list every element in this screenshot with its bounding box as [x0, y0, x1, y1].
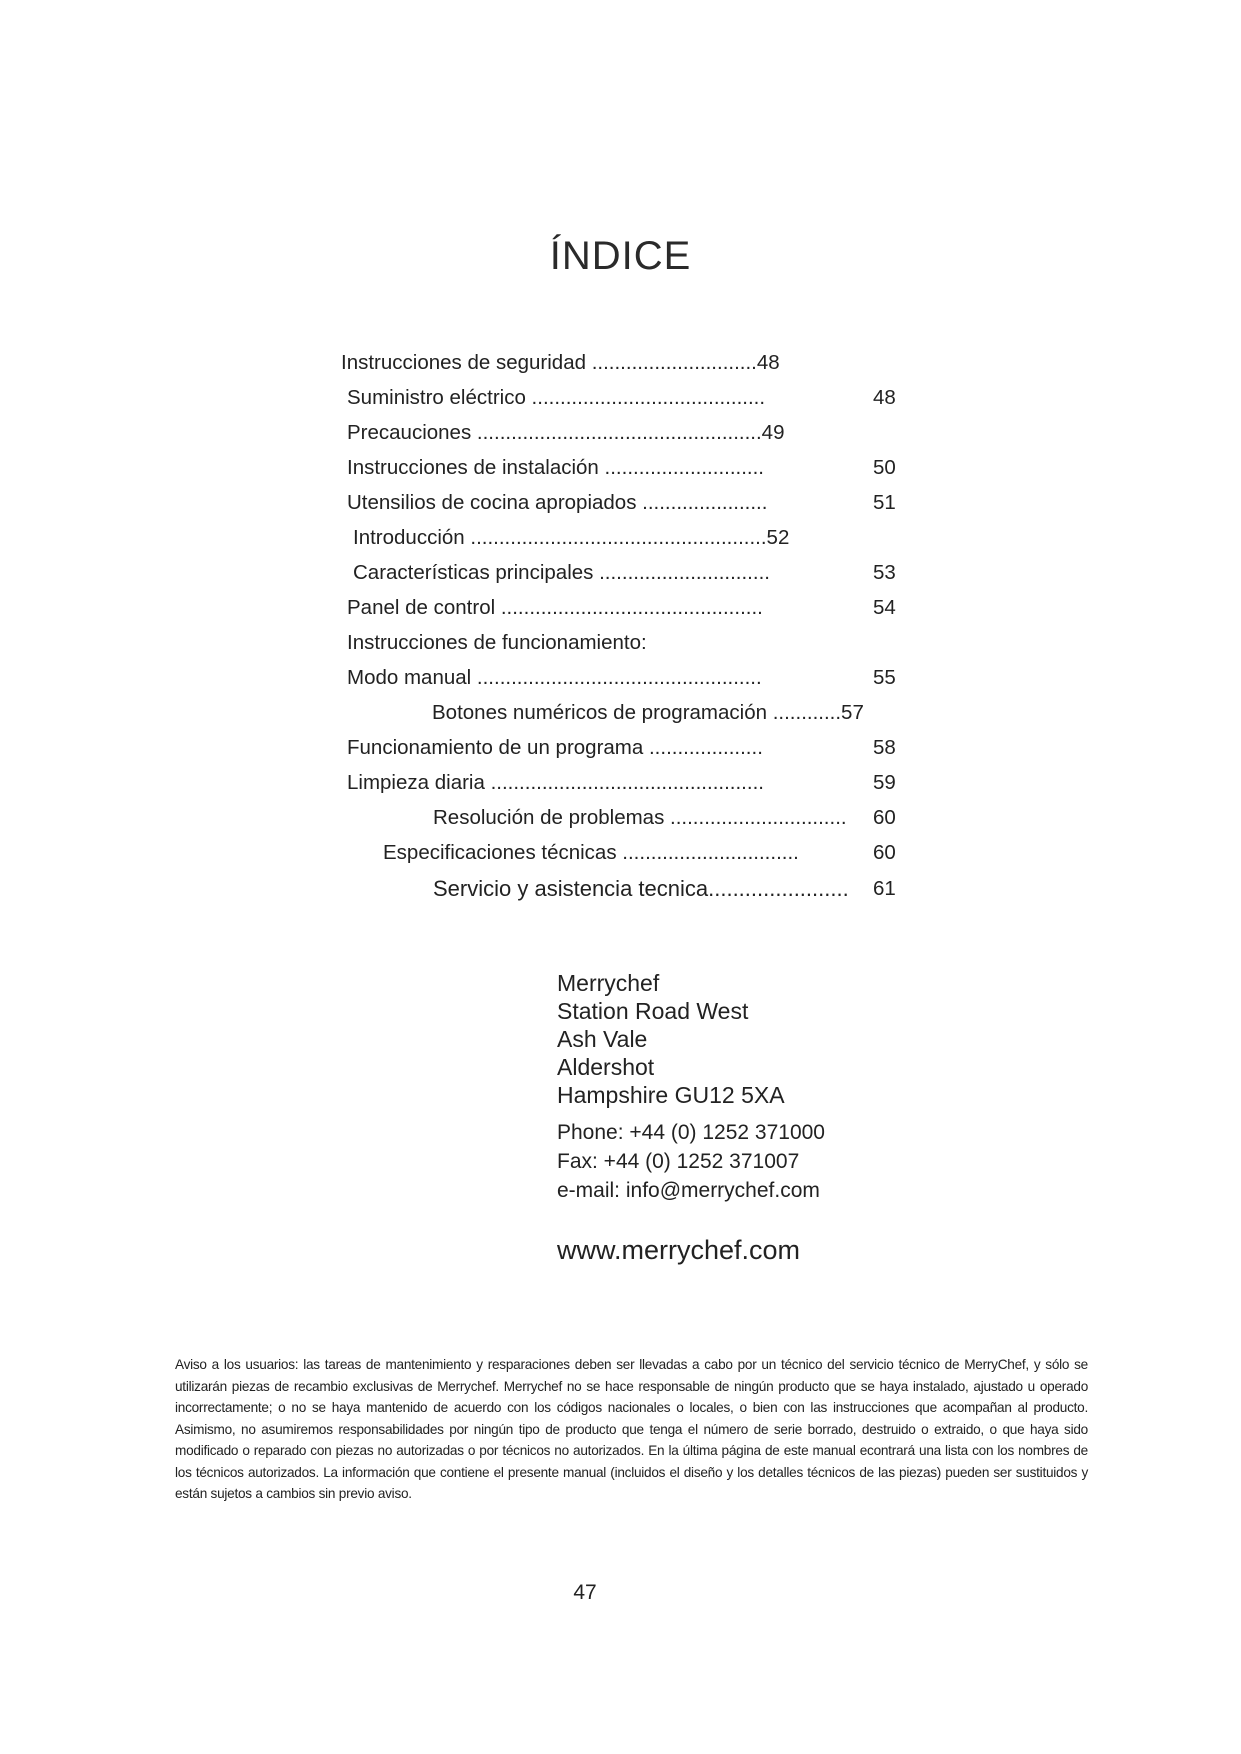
toc-entry: Utensilios de cocina apropiados ......................: [347, 491, 768, 514]
toc-page-number: 59: [873, 771, 896, 794]
toc-page-number: 55: [873, 666, 896, 689]
toc-entry: Introducción ....................................................52: [353, 526, 790, 549]
toc-page-number: 61: [873, 877, 896, 900]
toc-entry: Botones numéricos de programación ............57: [432, 701, 864, 724]
toc-entry: Suministro eléctrico .........................................: [347, 386, 766, 409]
toc-page-number: 60: [873, 806, 896, 829]
address-line: Aldershot: [557, 1054, 655, 1080]
toc-page-number: 50: [873, 456, 896, 479]
toc-page-number: 54: [873, 596, 896, 619]
address-line: Hampshire GU12 5XA: [557, 1082, 785, 1108]
user-notice: Aviso a los usuarios: las tareas de mantenimiento y resparaciones deben ser llevadas a cabo por un técnico del servicio técnico de MerryChef, y sólo se utilizarán piezas de recambio exclusivas de Merrychef. Merrychef no se hace responsable de ningún producto que se haya instalado, ajustado u operado incorrectamente; o no se haya mantenido de acuerdo con los códigos nacionales o locales, o bien con las instrucciones que acompañan al producto. Asimismo, no asumiremos responsabilidades por ningún tipo de producto que tenga el número de serie borrado, destruido o extraido, o que haya sido modificado o reparado con piezas no autorizadas o por técnicos no autorizados. En la última página de este manual econtrará una lista con los nombres de los técnicos autorizados. La información que contiene el presente manual (incluidos el diseño y los detalles técnicos de las piezas) pueden ser sustituidos y están sujetos a cambios sin previo aviso.: [175, 1357, 1088, 1501]
toc-entry: Características principales ..............................: [353, 561, 770, 584]
toc-entry: Instrucciones de instalación ............................: [347, 456, 765, 479]
toc-entry: Limpieza diaria ................................................: [347, 771, 764, 794]
address-line: Station Road West: [557, 998, 749, 1024]
toc-entry: Especificaciones técnicas ...............................: [383, 841, 799, 864]
toc-entry: Resolución de problemas ...............................: [433, 806, 847, 829]
address-line: Merrychef: [557, 970, 660, 996]
toc-page-number: 53: [873, 561, 896, 584]
website-url: www.merrychef.com: [557, 1235, 801, 1265]
toc-entry: Precauciones ..................................................49: [347, 421, 785, 444]
fax-number: Fax: +44 (0) 1252 371007: [557, 1150, 800, 1173]
toc-page-number: 48: [873, 386, 896, 409]
toc-entry: Servicio y asistencia tecnica.......................: [433, 876, 849, 901]
page-title: ÍNDICE: [549, 234, 692, 278]
toc-entry: Instrucciones de funcionamiento:: [347, 631, 647, 654]
toc-entry: Funcionamiento de un programa ....................: [347, 736, 763, 759]
toc-entry: Panel de control ..............................................: [347, 596, 763, 619]
email-address: e-mail: info@merrychef.com: [557, 1179, 820, 1202]
toc-entry: Modo manual ..................................................: [347, 666, 762, 689]
address-line: Ash Vale: [557, 1026, 648, 1052]
toc-page-number: 60: [873, 841, 896, 864]
toc-page-number: 51: [873, 491, 896, 514]
phone-number: Phone: +44 (0) 1252 371000: [557, 1121, 825, 1144]
toc-page-number: 58: [873, 736, 896, 759]
toc-entry: Instrucciones de seguridad .............................48: [341, 351, 780, 374]
page-number: 47: [573, 1581, 597, 1604]
